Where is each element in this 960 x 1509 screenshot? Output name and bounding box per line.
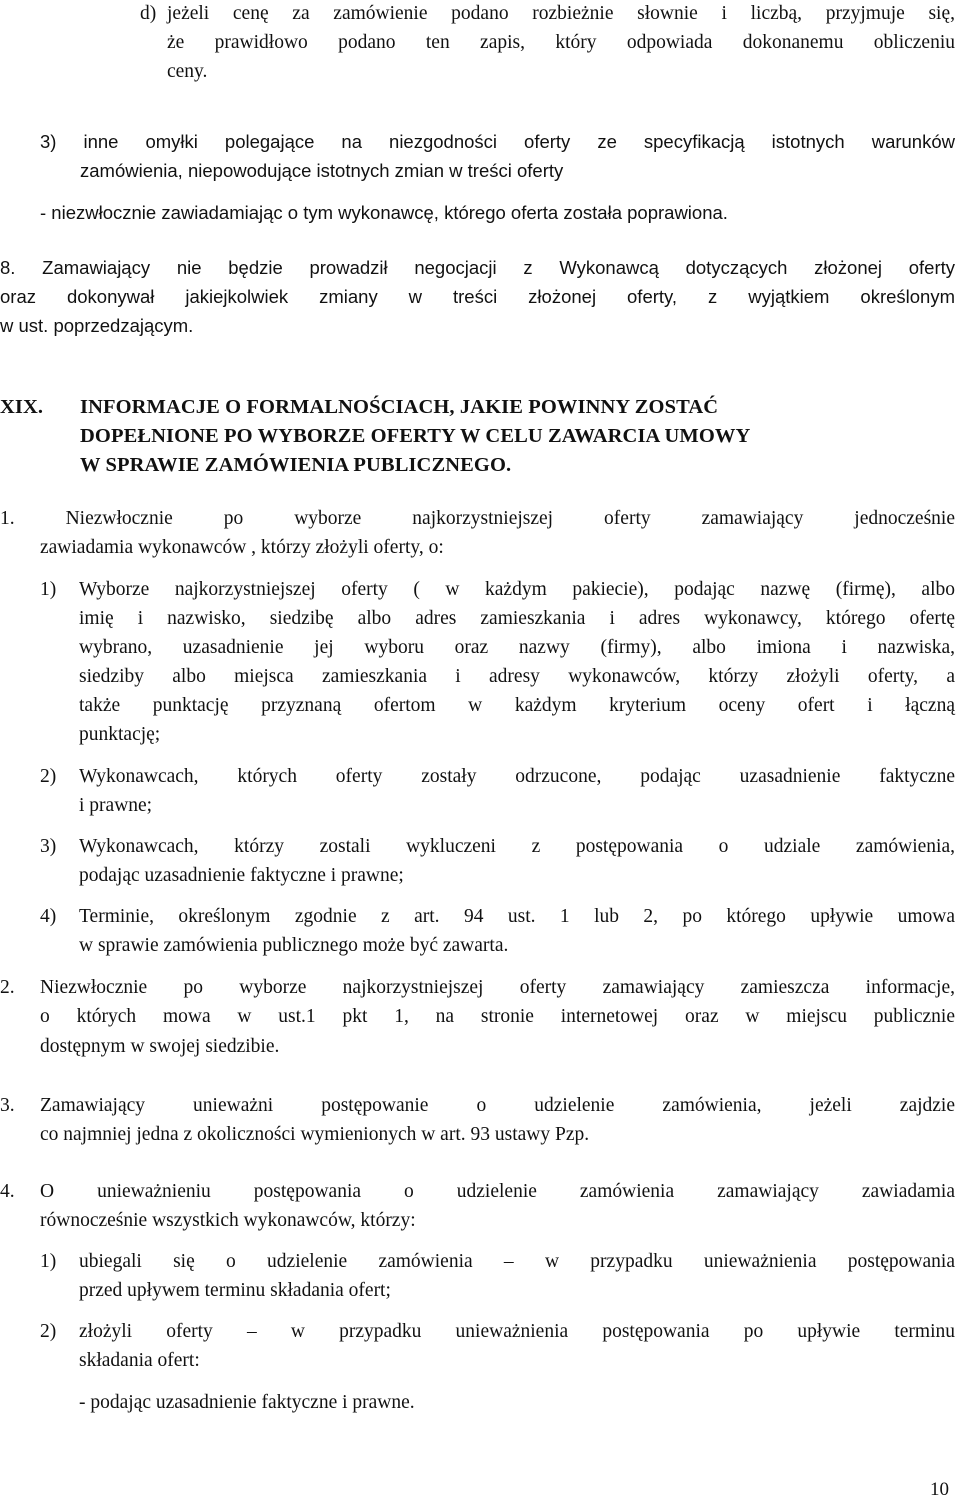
- sub-item-line: ubiegali się o udzielenie zamówienia – w przypadku unieważnienia postępowania: [79, 1251, 955, 1272]
- sub-item-line: złożyli oferty – w przypadku unieważnienia postępowania po upływie terminu: [79, 1321, 955, 1342]
- sub-item-line: Wyborze najkorzystniejszej oferty ( w każdym pakiecie), podając nazwę (firmę), albo: [79, 579, 955, 600]
- item-d-line: że prawidłowo podano ten zapis, który odpowiada dokonanemu obliczeniu: [167, 32, 955, 53]
- sub-item-line: Wykonawcach, którzy zostali wykluczeni z postępowania o udziale zamówienia,: [79, 836, 955, 857]
- section-number: XIX.: [0, 396, 44, 418]
- item-number: 4.: [0, 1181, 15, 1202]
- section-title: DOPEŁNIONE PO WYBORZE OFERTY W CELU ZAWARCIA UMOWY: [80, 425, 751, 447]
- item-3-line: Zamawiający unieważni postępowanie o udzielenie zamówienia, jeżeli zajdzie: [40, 1095, 955, 1116]
- sub-item-line: przed upływem terminu składania ofert;: [79, 1280, 391, 1301]
- paragraph-3-line: 3) inne omyłki polegające na niezgodności oferty ze specyfikacją istotnych warunków: [40, 131, 955, 152]
- item-number: 2.: [0, 977, 15, 998]
- item-4-line: O unieważnieniu postępowania o udzielenie zamówienia zamawiający zawiadamia: [40, 1181, 955, 1202]
- paragraph-3-line: zamówienia, niepowodujące istotnych zmian w treści oferty: [80, 160, 564, 181]
- point-8-line: oraz dokonywał jakiejkolwiek zmiany w treści złożonej oferty, z wyjątkiem określonym: [0, 286, 955, 307]
- sub-item-number: 4): [40, 906, 57, 927]
- point-8-line: 8. Zamawiający nie będzie prowadził negocjacji z Wykonawcą dotyczących złożonej oferty: [0, 257, 955, 278]
- item-1-line: 1. Niezwłocznie po wyborze najkorzystniejszej oferty zamawiający jednocześnie: [0, 508, 955, 529]
- item-2-line: Niezwłocznie po wyborze najkorzystniejszej oferty zamawiający zamieszcza informacje,: [40, 977, 955, 998]
- sub-item-line: Terminie, określonym zgodnie z art. 94 ust. 1 lub 2, po którego upływie umowa: [79, 906, 955, 927]
- section-title: INFORMACJE O FORMALNOŚCIACH, JAKIE POWINNY ZOSTAĆ: [80, 396, 719, 418]
- item-3-line: co najmniej jedna z okoliczności wymienionych w art. 93 ustawy Pzp.: [40, 1124, 590, 1145]
- sub-item-number: 1): [40, 1251, 57, 1272]
- sub-item-line: imię i nazwisko, siedzibę albo adres zamieszkania i adres wykonawcy, którego ofertę: [79, 608, 955, 629]
- sub-item-line: i prawne;: [79, 795, 153, 816]
- sub-item-line: składania ofert:: [79, 1350, 200, 1371]
- item-d-marker: d): [140, 3, 157, 24]
- item-d-line: jeżeli cenę za zamówienie podano rozbieżnie słownie i liczbą, przyjmuje się,: [167, 3, 955, 24]
- sub-item-number: 1): [40, 579, 57, 600]
- item-number: 3.: [0, 1095, 15, 1116]
- sub-item-line: podając uzasadnienie faktyczne i prawne;: [79, 865, 404, 886]
- item-d-line: ceny.: [167, 61, 208, 82]
- section-title: W SPRAWIE ZAMÓWIENIA PUBLICZNEGO.: [80, 454, 512, 476]
- sub-item-number: 2): [40, 1321, 57, 1342]
- sub-item-line: siedziby albo miejsca zamieszkania i adresy wykonawców, którzy złożyli oferty, a: [79, 666, 955, 687]
- sub-item-number: 3): [40, 836, 57, 857]
- item-1-line: zawiadamia wykonawców , którzy złożyli oferty, o:: [40, 537, 444, 558]
- sub-item-line: punktację;: [79, 724, 161, 745]
- sub-item-line: w sprawie zamówienia publicznego może być zawarta.: [79, 935, 509, 956]
- sub-item-number: 2): [40, 766, 57, 787]
- item-4-line: równocześnie wszystkich wykonawców, którzy:: [40, 1210, 416, 1231]
- dash-item: - niezwłocznie zawiadamiając o tym wykonawcę, którego oferta została poprawiona.: [40, 202, 728, 223]
- item-2-line: dostępnym w swojej siedzibie.: [40, 1036, 280, 1057]
- sub-item-line: także punktację przyznaną ofertom w każdym kryterium oceny ofert i łączną: [79, 695, 955, 716]
- sub-item-line: wybrano, uzasadnienie jej wyboru oraz nazwy (firmy), albo imiona i nazwiska,: [79, 637, 955, 658]
- sub-item-line: Wykonawcach, których oferty zostały odrzucone, podając uzasadnienie faktyczne: [79, 766, 955, 787]
- page-number: 10: [930, 1479, 949, 1500]
- item-2-line: o których mowa w ust.1 pkt 1, na stronie internetowej oraz w miejscu publicznie: [40, 1006, 955, 1027]
- point-8-line: w ust. poprzedzającym.: [0, 315, 194, 336]
- dash-item: - podając uzasadnienie faktyczne i prawne.: [79, 1392, 415, 1413]
